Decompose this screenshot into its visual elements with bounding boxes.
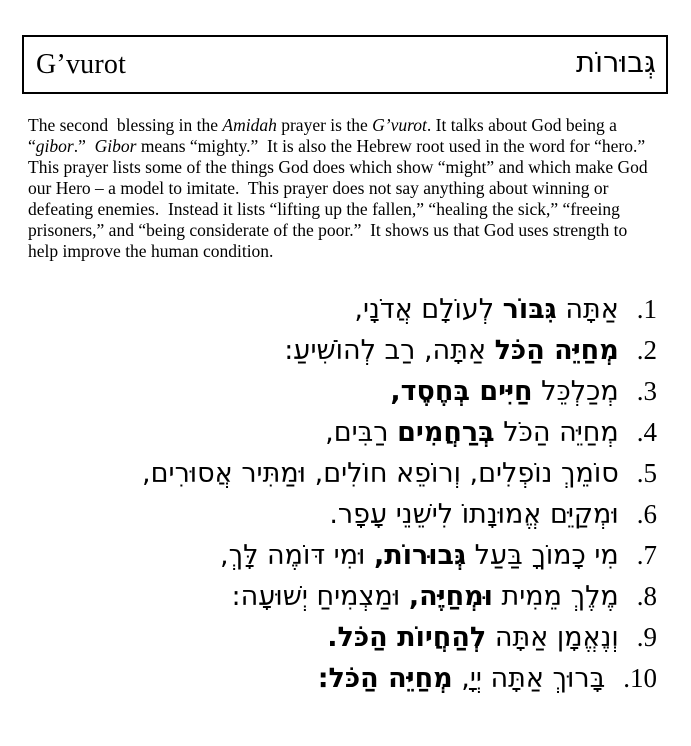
prayer-line <box>28 412 657 453</box>
line-phrase: אַתָּה, רַב לְהוֹשִׁיעַ: <box>284 335 495 366</box>
line-hebrew-text <box>390 376 618 407</box>
line-hebrew-text <box>318 663 606 694</box>
line-number: 6. <box>636 499 657 529</box>
intro-italic-term: G’vurot <box>372 115 427 135</box>
intro-text: . It talks about God being a “ <box>28 115 622 156</box>
line-number: 9. <box>636 622 657 652</box>
line-bold-phrase: חַיִּים בְּחֶסֶד, <box>390 376 533 407</box>
prayer-line <box>28 289 657 330</box>
prayer-line <box>28 371 657 412</box>
intro-text: means “mighty.” It is also the Hebrew root used in the word for “hero.” This prayer lists some of the things God does which show “might” and which make God our Hero – a model to imitate. This prayer does not say anything about winning or defeating enemies. Instead it lists “lifting up the fallen,” “healing the sick,” “freeing prisoners,” and “being considerate of the poor.” It shows us that God uses strength to help improve the human condition. <box>28 136 654 261</box>
line-hebrew-text <box>284 335 619 366</box>
line-hebrew-text <box>220 540 619 571</box>
line-bold-phrase: מְחַיֵּה הַכֹּל <box>494 335 619 366</box>
line-phrase: אַתָּה <box>556 294 619 325</box>
line-phrase: וּמַצְמִיחַ יְשׁוּעָה: <box>231 581 409 612</box>
line-bold-phrase: לְהַחֲיוֹת הַכֹּל. <box>327 622 487 653</box>
intro-italic-term: Gibor <box>94 136 137 156</box>
intro-italic-term: gibor <box>35 136 74 156</box>
line-bold-phrase: גִּבּוֹר <box>502 294 557 325</box>
prayer-line <box>28 658 657 699</box>
line-phrase: וְנֶאֱמָן אַתָּה <box>486 622 619 653</box>
line-hebrew-text <box>329 499 618 530</box>
line-number: 1. <box>636 294 657 324</box>
line-number: 4. <box>636 417 657 447</box>
page-title-english: G’vurot <box>36 48 127 80</box>
line-bold-phrase: בְּרַחֲמִים <box>397 417 495 448</box>
intro-text: prayer is the <box>276 115 373 135</box>
line-phrase: מֶלֶךְ מֵמִית <box>492 581 619 612</box>
line-phrase: מְכַלְכֵּל <box>532 376 619 407</box>
line-bold-phrase: וּמְחַיֶּה, <box>408 581 493 612</box>
prayer-line <box>28 453 657 494</box>
line-bold-phrase: גְּבוּרוֹת, <box>374 540 467 571</box>
line-hebrew-text <box>354 294 618 325</box>
line-bold-phrase: מְחַיֵּה הַכֹּל: <box>317 663 453 694</box>
prayer-line <box>28 535 657 576</box>
line-phrase: מִי כָמוֹךָ בַּעַל <box>466 540 619 571</box>
line-number: 7. <box>636 540 657 570</box>
line-phrase: סוֹמֵךְ נוֹפְלִים, וְרוֹפֵא חוֹלִים, וּמַתִּיר אֲסוּרִים, <box>142 458 619 489</box>
intro-text: The second blessing in the <box>28 115 223 135</box>
line-number: 8. <box>636 581 657 611</box>
intro-italic-term: Amidah <box>222 115 277 135</box>
prayer-list <box>28 289 657 699</box>
line-phrase: וּמִי דּוֹמֶה לָּךְ, <box>220 540 374 571</box>
line-hebrew-text <box>142 458 619 489</box>
line-hebrew-text <box>231 581 618 612</box>
line-number: 10. <box>623 663 657 693</box>
prayer-line <box>28 576 657 617</box>
line-phrase: וּמְקַיֵּם אֱמוּנָתוֹ לִישֵׁנֵי עָפָר. <box>329 499 619 530</box>
prayer-line <box>28 494 657 535</box>
line-phrase: לְעוֹלָם אֲדֹנָי, <box>354 294 503 325</box>
intro-text: .” <box>73 136 95 156</box>
line-hebrew-text <box>327 622 618 653</box>
page-title-hebrew: גְּבוּרוֹת <box>576 44 656 79</box>
line-phrase: בָּרוּךְ אַתָּה יְיָ, <box>452 663 606 694</box>
line-phrase: מְחַיֵּה הַכֹּל <box>494 417 619 448</box>
intro-paragraph <box>28 115 657 262</box>
line-number: 3. <box>636 376 657 406</box>
prayer-line <box>28 330 657 371</box>
title-box <box>22 35 668 94</box>
line-number: 2. <box>636 335 657 365</box>
line-number: 5. <box>636 458 657 488</box>
prayer-line <box>28 617 657 658</box>
line-phrase: רַבִּים, <box>325 417 398 448</box>
line-hebrew-text <box>325 417 619 448</box>
